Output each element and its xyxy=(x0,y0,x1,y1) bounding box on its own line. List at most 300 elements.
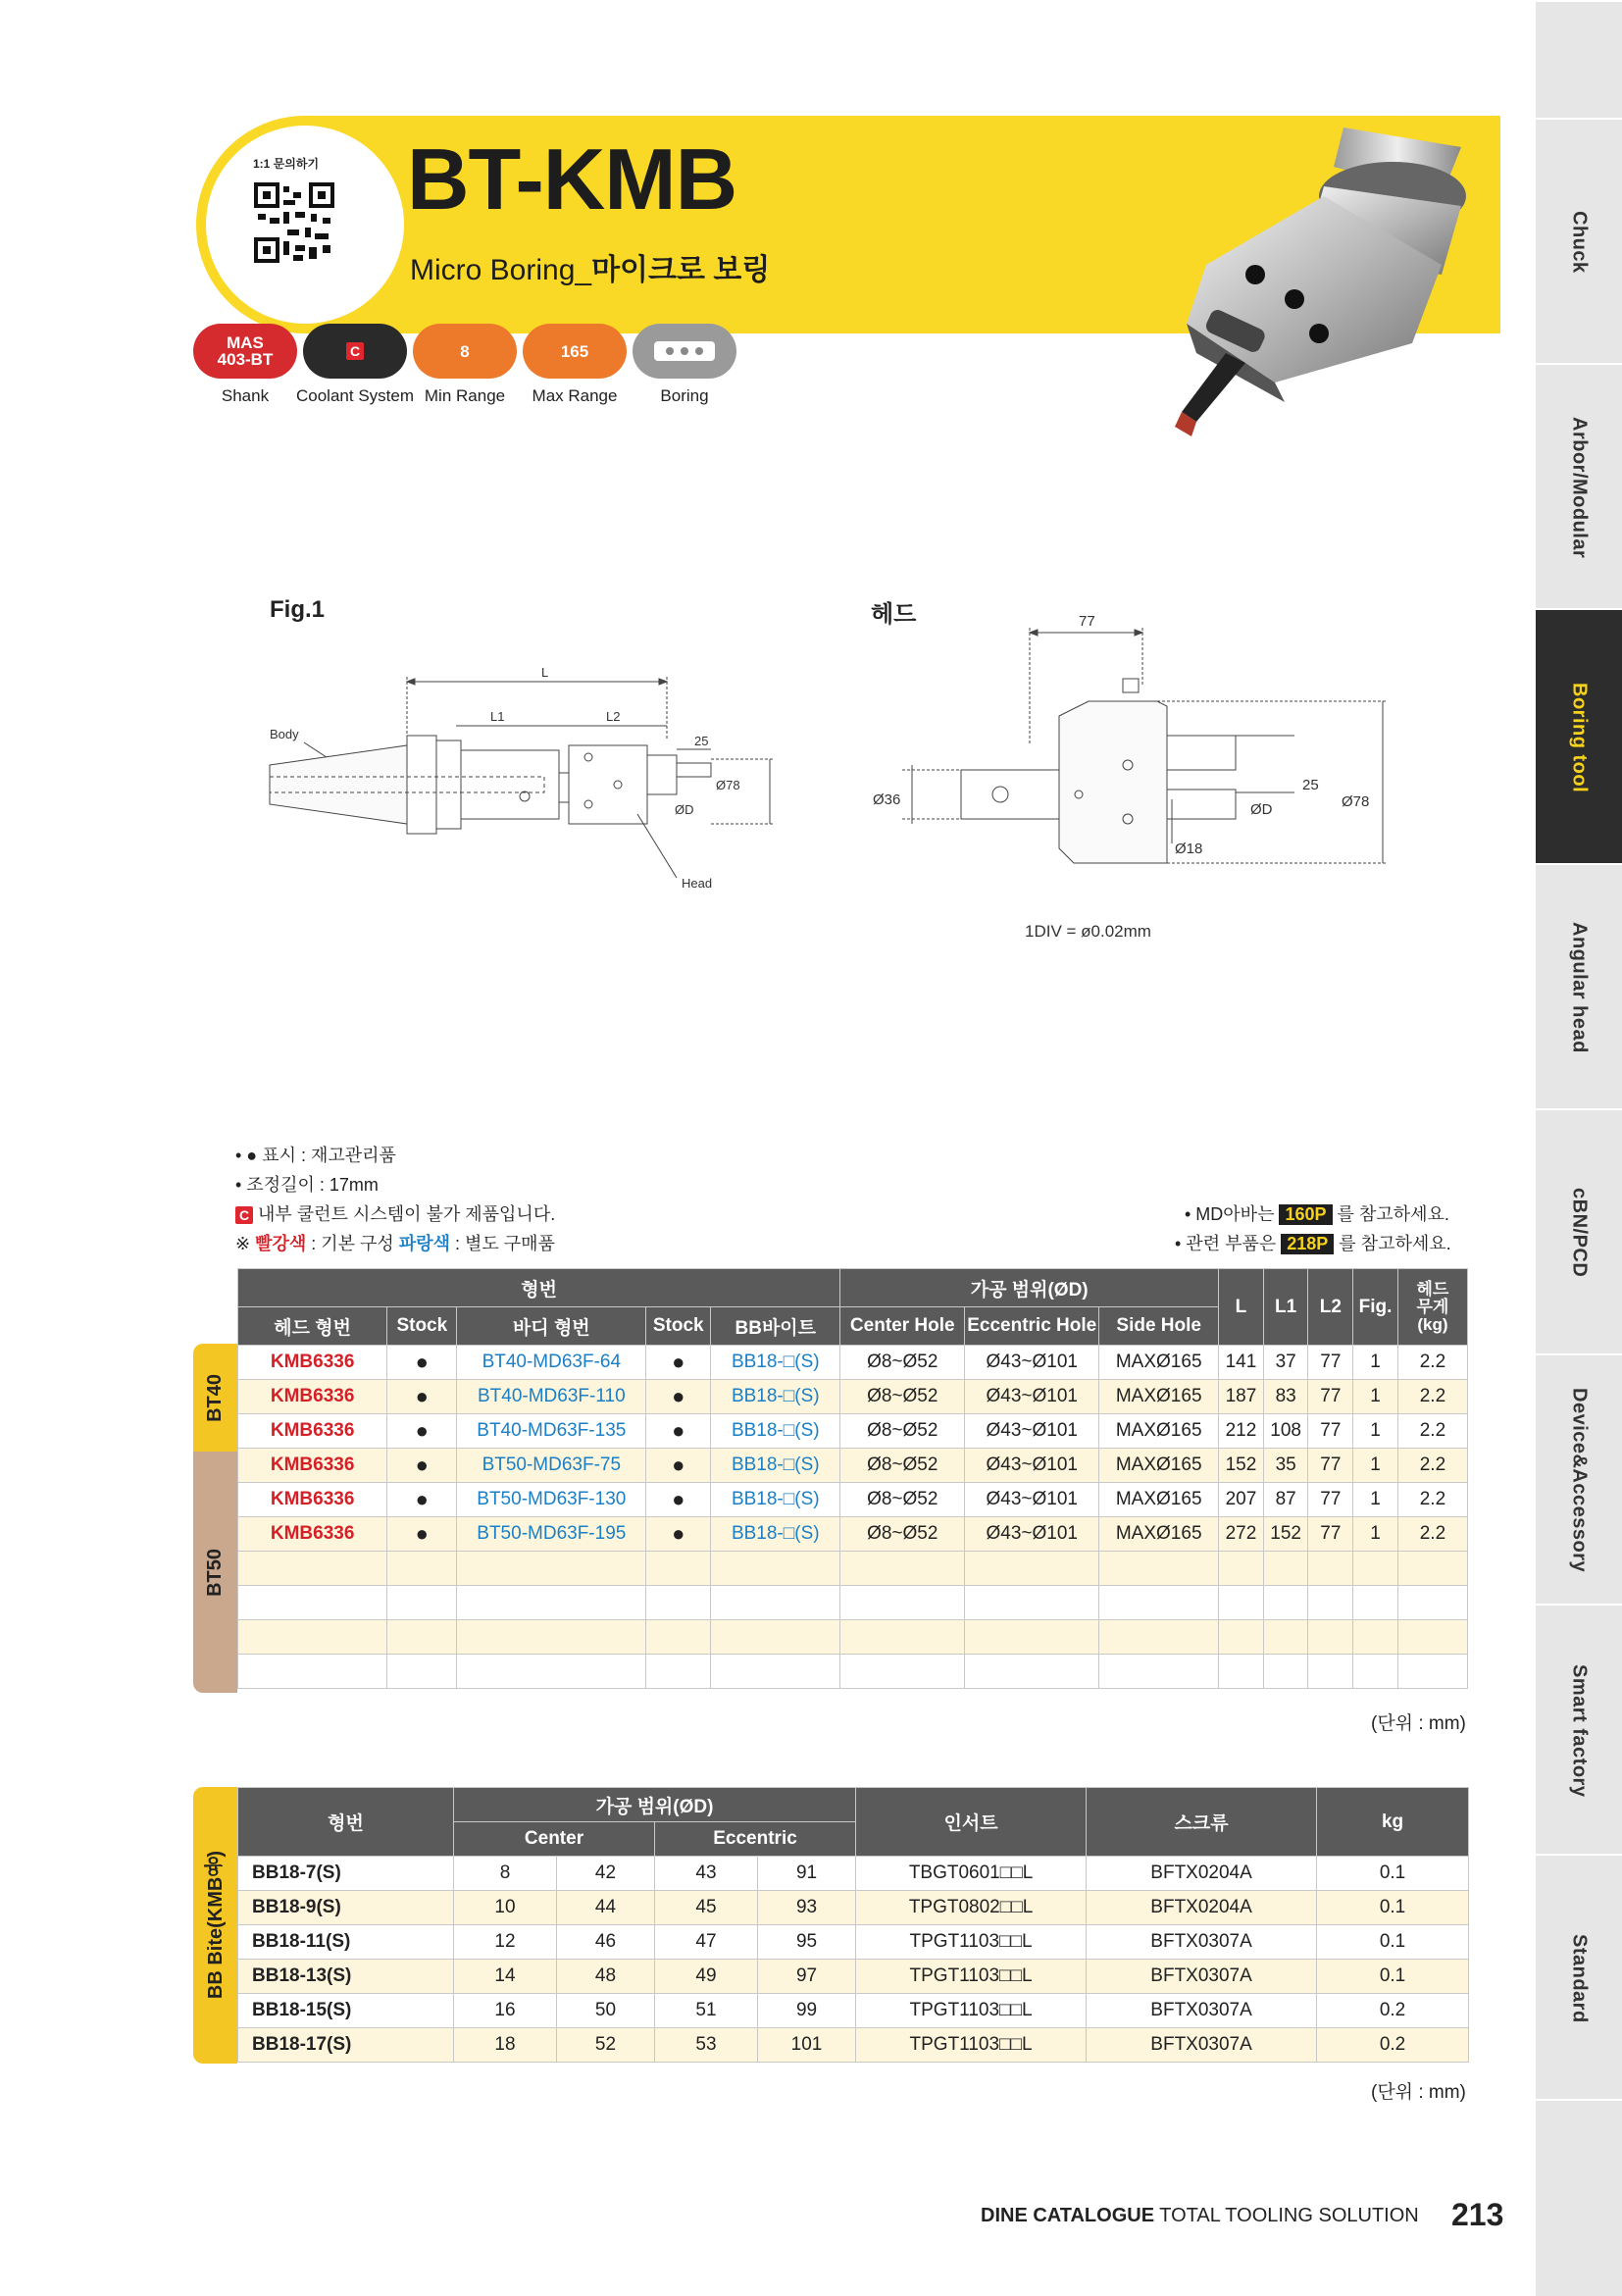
bb-cell-c1: 14 xyxy=(454,1960,557,1994)
footer xyxy=(981,2205,1419,2227)
cell-bb[interactable]: BB18-□(S) xyxy=(711,1346,840,1380)
cell-empty xyxy=(1219,1586,1264,1620)
cell-kg: 2.2 xyxy=(1397,1483,1467,1517)
bb-cell-screw: BFTX0204A xyxy=(1087,1891,1317,1925)
cell-empty xyxy=(711,1655,840,1689)
side-tab-label: Arbor/Modular xyxy=(1568,416,1591,559)
header-side-hole: Side Hole xyxy=(1099,1307,1219,1346)
header-range-group: 가공 범위(ØD) xyxy=(840,1269,1219,1307)
cell-empty xyxy=(965,1655,1099,1689)
bb-cell-model: BB18-15(S) xyxy=(238,1994,454,2028)
bb-cell-e1: 51 xyxy=(655,1994,758,2028)
div-note: 1DIV = ø0.02mm xyxy=(1025,922,1151,941)
bb-cell-c2: 42 xyxy=(557,1857,655,1891)
table-row xyxy=(238,1857,1469,1891)
cell-empty xyxy=(387,1620,457,1655)
bb-cell-model: BB18-7(S) xyxy=(238,1857,454,1891)
side-tab-standard[interactable] xyxy=(1536,1854,1622,2101)
header-center-hole: Center Hole xyxy=(840,1307,965,1346)
ref-suffix: 를 참고하세요. xyxy=(1332,1204,1449,1224)
head-label-77: 77 xyxy=(1079,613,1095,630)
bb-header-screw: 스크류 xyxy=(1087,1788,1317,1857)
table-row xyxy=(238,1994,1469,2028)
bb-cell-e1: 47 xyxy=(655,1925,758,1960)
qr-code-icon[interactable] xyxy=(254,182,334,268)
header-eccentric-hole: Eccentric Hole xyxy=(965,1307,1099,1346)
cell-kg: 2.2 xyxy=(1397,1346,1467,1380)
cell-center: Ø8~Ø52 xyxy=(840,1483,965,1517)
cell-empty xyxy=(1308,1620,1353,1655)
cell-s2: ● xyxy=(646,1483,711,1517)
cell-center: Ø8~Ø52 xyxy=(840,1346,965,1380)
cell-L2: 77 xyxy=(1308,1449,1353,1483)
cell-bb[interactable]: BB18-□(S) xyxy=(711,1483,840,1517)
main-table-header-1 xyxy=(238,1269,1468,1307)
fig1-label-d25: 25 xyxy=(694,734,709,748)
cell-bb[interactable]: BB18-□(S) xyxy=(711,1380,840,1414)
cell-bb[interactable]: BB18-□(S) xyxy=(711,1449,840,1483)
note-length: • 조정길이 : 17mm xyxy=(235,1175,379,1195)
cell-empty xyxy=(1397,1655,1467,1689)
bb-cell-screw: BFTX0307A xyxy=(1087,1994,1317,2028)
cell-s2: ● xyxy=(646,1380,711,1414)
cell-empty xyxy=(1263,1620,1308,1655)
bb-cell-c2: 46 xyxy=(557,1925,655,1960)
cell-empty xyxy=(457,1655,646,1689)
legend-suffix: : 별도 구매품 xyxy=(450,1234,555,1253)
cell-empty xyxy=(1219,1655,1264,1689)
cell-ecc: Ø43~Ø101 xyxy=(965,1346,1099,1380)
table-row xyxy=(238,1414,1468,1449)
table-row-empty xyxy=(238,1586,1468,1620)
ref-prefix: • 관련 부품은 xyxy=(1175,1234,1282,1253)
cell-empty xyxy=(1353,1655,1398,1689)
cell-empty xyxy=(457,1586,646,1620)
cell-empty xyxy=(646,1552,711,1586)
bb-cell-c2: 52 xyxy=(557,2028,655,2063)
cell-empty xyxy=(457,1620,646,1655)
fig1-label-body: Body xyxy=(270,727,299,741)
head-label-d78: Ø78 xyxy=(1342,793,1370,810)
cell-fig: 1 xyxy=(1353,1380,1398,1414)
bb-cell-e2: 99 xyxy=(758,1994,856,2028)
spec-label-min: Min Range xyxy=(424,386,506,405)
bb-cell-screw: BFTX0204A xyxy=(1087,1857,1317,1891)
ref-prefix: • MD아바는 xyxy=(1185,1204,1280,1224)
cell-L: 212 xyxy=(1219,1414,1264,1449)
cell-fig: 1 xyxy=(1353,1414,1398,1449)
note-ref-parts xyxy=(1175,1230,1451,1255)
cell-empty xyxy=(711,1586,840,1620)
side-tab-angular[interactable] xyxy=(1536,863,1622,1110)
cell-center: Ø8~Ø52 xyxy=(840,1449,965,1483)
cell-side: MAXØ165 xyxy=(1099,1483,1219,1517)
cell-empty xyxy=(238,1655,387,1689)
bb-cell-insert: TPGT0802□□L xyxy=(856,1891,1087,1925)
cell-body[interactable]: BT50-MD63F-75 xyxy=(457,1449,646,1483)
cell-side: MAXØ165 xyxy=(1099,1414,1219,1449)
coolant-badge: C xyxy=(235,1206,253,1224)
cell-body[interactable]: BT50-MD63F-130 xyxy=(457,1483,646,1517)
cell-kg: 2.2 xyxy=(1397,1380,1467,1414)
cell-head: KMB6336 xyxy=(238,1483,387,1517)
legend-red: 빨강색 xyxy=(255,1234,307,1253)
side-tab-label: Device&Accessory xyxy=(1568,1388,1591,1573)
cell-bb[interactable]: BB18-□(S) xyxy=(711,1414,840,1449)
header-L: L xyxy=(1219,1269,1264,1346)
bb-cell-model: BB18-11(S) xyxy=(238,1925,454,1960)
side-tab-smart[interactable] xyxy=(1536,1604,1622,1856)
fig1-drawing xyxy=(265,667,775,907)
legend-mid: : 기본 구성 xyxy=(306,1234,399,1253)
cell-kg: 2.2 xyxy=(1397,1449,1467,1483)
cell-empty xyxy=(1353,1586,1398,1620)
head-label-d36: Ø36 xyxy=(873,791,901,808)
bb-cell-model: BB18-13(S) xyxy=(238,1960,454,1994)
bb-cell-e2: 93 xyxy=(758,1891,856,1925)
product-photo xyxy=(1147,128,1481,446)
bb-header-range: 가공 범위(ØD) xyxy=(454,1788,856,1822)
bb-header-eccentric: Eccentric xyxy=(655,1822,856,1857)
cell-bb[interactable]: BB18-□(S) xyxy=(711,1517,840,1552)
bb-cell-e2: 91 xyxy=(758,1857,856,1891)
cell-empty xyxy=(387,1655,457,1689)
cell-L1: 108 xyxy=(1263,1414,1308,1449)
cell-ecc: Ø43~Ø101 xyxy=(965,1449,1099,1483)
coolant-badge: C xyxy=(346,342,364,360)
bb-table xyxy=(237,1787,1469,2063)
spec-label-boring: Boring xyxy=(660,386,709,405)
cell-empty xyxy=(1397,1552,1467,1586)
bb-cell-c2: 44 xyxy=(557,1891,655,1925)
header-stock-2: Stock xyxy=(646,1307,711,1346)
table-row xyxy=(238,1483,1468,1517)
cell-center: Ø8~Ø52 xyxy=(840,1380,965,1414)
cell-empty xyxy=(1308,1586,1353,1620)
cell-ecc: Ø43~Ø101 xyxy=(965,1483,1099,1517)
cell-empty xyxy=(1263,1655,1308,1689)
subtitle-en: Micro Boring_ xyxy=(410,254,592,286)
fig1-label-dD: ØD xyxy=(675,802,694,817)
cell-s1: ● xyxy=(387,1346,457,1380)
fig1-title: Fig.1 xyxy=(270,596,326,623)
ref-badge-218[interactable]: 218P xyxy=(1281,1234,1334,1254)
cell-side: MAXØ165 xyxy=(1099,1380,1219,1414)
cell-L1: 83 xyxy=(1263,1380,1308,1414)
header-L1: L1 xyxy=(1263,1269,1308,1346)
legend-blue: 파랑색 xyxy=(398,1234,450,1253)
cell-L2: 77 xyxy=(1308,1483,1353,1517)
main-table xyxy=(237,1268,1468,1689)
spec-pill-min xyxy=(413,324,517,379)
cell-L2: 77 xyxy=(1308,1414,1353,1449)
side-tab-label: Chuck xyxy=(1568,211,1591,274)
bb-cell-screw: BFTX0307A xyxy=(1087,2028,1317,2063)
cell-empty xyxy=(1219,1552,1264,1586)
cell-L2: 77 xyxy=(1308,1380,1353,1414)
table-row-empty xyxy=(238,1620,1468,1655)
cell-empty xyxy=(711,1620,840,1655)
table-row xyxy=(238,1380,1468,1414)
bb-cell-e2: 97 xyxy=(758,1960,856,1994)
header-L2: L2 xyxy=(1308,1269,1353,1346)
cell-empty xyxy=(238,1620,387,1655)
bb-side-label-text: BB Bite(KMB용) xyxy=(205,1851,227,2000)
cell-body[interactable]: BT50-MD63F-195 xyxy=(457,1517,646,1552)
head-label-d25: 25 xyxy=(1302,777,1319,793)
spec-label-max: Max Range xyxy=(532,386,618,405)
spec-pill-max xyxy=(523,324,627,379)
bb-cell-c1: 8 xyxy=(454,1857,557,1891)
side-tab-arbor[interactable] xyxy=(1536,363,1622,610)
note-stock: • ● 표시 : 재고관리품 xyxy=(235,1146,396,1165)
bb-cell-insert: TPGT1103□□L xyxy=(856,1925,1087,1960)
cell-fig: 1 xyxy=(1353,1483,1398,1517)
note-coolant-text: 내부 쿨런트 시스템이 불가 제품입니다. xyxy=(253,1204,556,1224)
cell-L: 207 xyxy=(1219,1483,1264,1517)
cell-kg: 2.2 xyxy=(1397,1414,1467,1449)
bb-side-label xyxy=(193,1787,237,2064)
cell-empty xyxy=(965,1552,1099,1586)
side-tab-device[interactable] xyxy=(1536,1353,1622,1606)
cell-empty xyxy=(646,1620,711,1655)
note-color-legend xyxy=(235,1230,555,1255)
cell-L2: 77 xyxy=(1308,1346,1353,1380)
table-row xyxy=(238,2028,1469,2063)
head-drawing xyxy=(863,608,1412,897)
bb-cell-insert: TPGT1103□□L xyxy=(856,2028,1087,2063)
cell-L1: 87 xyxy=(1263,1483,1308,1517)
cell-s2: ● xyxy=(646,1517,711,1552)
header-bb-bite: BB바이트 xyxy=(711,1307,840,1346)
cell-side: MAXØ165 xyxy=(1099,1449,1219,1483)
cell-L: 187 xyxy=(1219,1380,1264,1414)
cell-side: MAXØ165 xyxy=(1099,1517,1219,1552)
bb-header-model: 형번 xyxy=(238,1788,454,1857)
bb-cell-e1: 49 xyxy=(655,1960,758,1994)
table-row xyxy=(238,1891,1469,1925)
cell-side: MAXØ165 xyxy=(1099,1346,1219,1380)
cell-empty xyxy=(1397,1620,1467,1655)
side-tab-top xyxy=(1536,0,1622,120)
table-row-empty xyxy=(238,1655,1468,1689)
side-tab-label: Standard xyxy=(1568,1933,1591,2023)
header-body-model: 바디 형번 xyxy=(457,1307,646,1346)
cell-empty xyxy=(238,1552,387,1586)
fig1-label-L1: L1 xyxy=(490,709,505,724)
header-stock-1: Stock xyxy=(387,1307,457,1346)
subtitle-ko: 마이크로 보링 xyxy=(591,254,771,286)
cell-L1: 152 xyxy=(1263,1517,1308,1552)
spec-value: MAS 403-BT xyxy=(217,333,274,369)
table-row xyxy=(238,1449,1468,1483)
bb-cell-kg: 0.1 xyxy=(1317,1925,1469,1960)
bb-cell-kg: 0.1 xyxy=(1317,1891,1469,1925)
cell-empty xyxy=(840,1655,965,1689)
side-tab-label: Boring tool xyxy=(1568,682,1591,793)
cell-empty xyxy=(238,1586,387,1620)
cell-empty xyxy=(1308,1552,1353,1586)
bb-cell-kg: 0.1 xyxy=(1317,1857,1469,1891)
cell-L2: 77 xyxy=(1308,1517,1353,1552)
header-head-model: 헤드 형번 xyxy=(238,1307,387,1346)
cell-empty xyxy=(965,1586,1099,1620)
bb-cell-insert: TBGT0601□□L xyxy=(856,1857,1087,1891)
spec-pill-coolant xyxy=(303,324,407,379)
group-label-bt50 xyxy=(193,1452,237,1693)
group-bt40-text: BT40 xyxy=(204,1373,226,1422)
bb-table-header-1 xyxy=(238,1788,1469,1822)
bb-header-center: Center xyxy=(454,1822,655,1857)
cell-empty xyxy=(387,1552,457,1586)
ref-suffix: 를 참고하세요. xyxy=(1334,1234,1451,1253)
cell-fig: 1 xyxy=(1353,1517,1398,1552)
head-label-d18: Ø18 xyxy=(1175,841,1203,857)
side-tab-label: Angular head xyxy=(1568,922,1591,1053)
spec-value: 165 xyxy=(560,341,589,361)
cell-empty xyxy=(840,1620,965,1655)
cell-s1: ● xyxy=(387,1517,457,1552)
table-row xyxy=(238,1346,1468,1380)
page-subtitle xyxy=(410,245,770,288)
spec-pill-shank xyxy=(193,324,297,379)
cell-empty xyxy=(1263,1586,1308,1620)
side-tab-chuck[interactable] xyxy=(1536,118,1622,365)
table-row xyxy=(238,1925,1469,1960)
cell-L: 272 xyxy=(1219,1517,1264,1552)
cell-empty xyxy=(1099,1620,1219,1655)
spec-label-shank: Shank xyxy=(221,386,270,405)
cell-empty xyxy=(1263,1552,1308,1586)
fig1-label-L2: L2 xyxy=(606,709,621,724)
cell-body[interactable]: BT40-MD63F-110 xyxy=(457,1380,646,1414)
cell-fig: 1 xyxy=(1353,1346,1398,1380)
side-tab-boring[interactable] xyxy=(1536,608,1622,865)
table-row xyxy=(238,1960,1469,1994)
cell-ecc: Ø43~Ø101 xyxy=(965,1517,1099,1552)
cell-fig: 1 xyxy=(1353,1449,1398,1483)
footer-tagline: TOTAL TOOLING SOLUTION xyxy=(1154,2205,1419,2226)
bb-cell-kg: 0.2 xyxy=(1317,2028,1469,2063)
head-title: 헤드 xyxy=(871,601,917,628)
cell-center: Ø8~Ø52 xyxy=(840,1414,965,1449)
cell-head: KMB6336 xyxy=(238,1346,387,1380)
footer-brand: DINE CATALOGUE xyxy=(981,2205,1155,2226)
cell-kg: 2.2 xyxy=(1397,1517,1467,1552)
cell-empty xyxy=(840,1586,965,1620)
page-number: 213 xyxy=(1451,2197,1504,2232)
side-tab-cbn[interactable] xyxy=(1536,1108,1622,1355)
bb-cell-insert: TPGT1103□□L xyxy=(856,1994,1087,2028)
bb-cell-kg: 0.1 xyxy=(1317,1960,1469,1994)
bb-cell-model: BB18-9(S) xyxy=(238,1891,454,1925)
cell-empty xyxy=(1353,1552,1398,1586)
spec-label-coolant: Coolant System xyxy=(296,386,414,405)
legend-prefix: ※ xyxy=(235,1234,256,1253)
cell-empty xyxy=(387,1586,457,1620)
ref-badge-160[interactable]: 160P xyxy=(1279,1204,1332,1225)
cell-empty xyxy=(965,1620,1099,1655)
cell-ecc: Ø43~Ø101 xyxy=(965,1414,1099,1449)
cell-s1: ● xyxy=(387,1380,457,1414)
cell-center: Ø8~Ø52 xyxy=(840,1517,965,1552)
bb-cell-model: BB18-17(S) xyxy=(238,2028,454,2063)
group-label-bt40 xyxy=(193,1344,237,1452)
cell-empty xyxy=(1099,1552,1219,1586)
bb-cell-e2: 101 xyxy=(758,2028,856,2063)
bb-cell-kg: 0.2 xyxy=(1317,1994,1469,2028)
cell-ecc: Ø43~Ø101 xyxy=(965,1380,1099,1414)
cell-empty xyxy=(1099,1586,1219,1620)
bb-cell-insert: TPGT1103□□L xyxy=(856,1960,1087,1994)
cell-empty xyxy=(1353,1620,1398,1655)
table-row-empty xyxy=(238,1552,1468,1586)
cell-L1: 37 xyxy=(1263,1346,1308,1380)
side-tab-label: Smart factory xyxy=(1568,1663,1591,1798)
bb-header-insert: 인서트 xyxy=(856,1788,1087,1857)
cell-s1: ● xyxy=(387,1449,457,1483)
side-tab-bottom xyxy=(1536,2099,1622,2296)
cell-body[interactable]: BT40-MD63F-64 xyxy=(457,1346,646,1380)
cell-s2: ● xyxy=(646,1414,711,1449)
note-ref-md xyxy=(1185,1200,1449,1226)
cell-empty xyxy=(1099,1655,1219,1689)
table-row xyxy=(238,1517,1468,1552)
cell-head: KMB6336 xyxy=(238,1449,387,1483)
cell-s2: ● xyxy=(646,1346,711,1380)
cell-head: KMB6336 xyxy=(238,1380,387,1414)
bb-cell-e2: 95 xyxy=(758,1925,856,1960)
head-label-dD: ØD xyxy=(1250,801,1273,818)
bb-cell-e1: 43 xyxy=(655,1857,758,1891)
cell-head: KMB6336 xyxy=(238,1414,387,1449)
bb-cell-c1: 18 xyxy=(454,2028,557,2063)
cell-L: 141 xyxy=(1219,1346,1264,1380)
note-coolant xyxy=(235,1200,555,1226)
bb-cell-c1: 12 xyxy=(454,1925,557,1960)
bb-cell-c2: 50 xyxy=(557,1994,655,2028)
bb-cell-c1: 10 xyxy=(454,1891,557,1925)
header-weight: 헤드 무게 (kg) xyxy=(1397,1269,1467,1346)
qr-label: 1:1 문의하기 xyxy=(253,157,320,171)
page-title: BT-KMB xyxy=(407,130,737,228)
header-fig: Fig. xyxy=(1353,1269,1398,1346)
cell-empty xyxy=(457,1552,646,1586)
fig1-label-d78: Ø78 xyxy=(716,778,740,792)
cell-empty xyxy=(1308,1655,1353,1689)
bb-header-kg: kg xyxy=(1317,1788,1469,1857)
cell-head: KMB6336 xyxy=(238,1517,387,1552)
cell-empty xyxy=(646,1655,711,1689)
cell-s1: ● xyxy=(387,1483,457,1517)
group-bt50-text: BT50 xyxy=(204,1548,226,1597)
cell-empty xyxy=(646,1586,711,1620)
cell-s1: ● xyxy=(387,1414,457,1449)
bb-cell-c2: 48 xyxy=(557,1960,655,1994)
spec-value: 8 xyxy=(460,341,470,361)
cell-body[interactable]: BT40-MD63F-135 xyxy=(457,1414,646,1449)
cell-empty xyxy=(840,1552,965,1586)
bb-cell-e1: 53 xyxy=(655,2028,758,2063)
header-model-group: 형번 xyxy=(238,1269,840,1307)
bb-cell-c1: 16 xyxy=(454,1994,557,2028)
bb-cell-e1: 45 xyxy=(655,1891,758,1925)
bb-cell-screw: BFTX0307A xyxy=(1087,1925,1317,1960)
bb-table-unit: (단위 : mm) xyxy=(1371,2082,1466,2103)
cell-s2: ● xyxy=(646,1449,711,1483)
bb-cell-screw: BFTX0307A xyxy=(1087,1960,1317,1994)
main-table-unit: (단위 : mm) xyxy=(1371,1713,1466,1734)
